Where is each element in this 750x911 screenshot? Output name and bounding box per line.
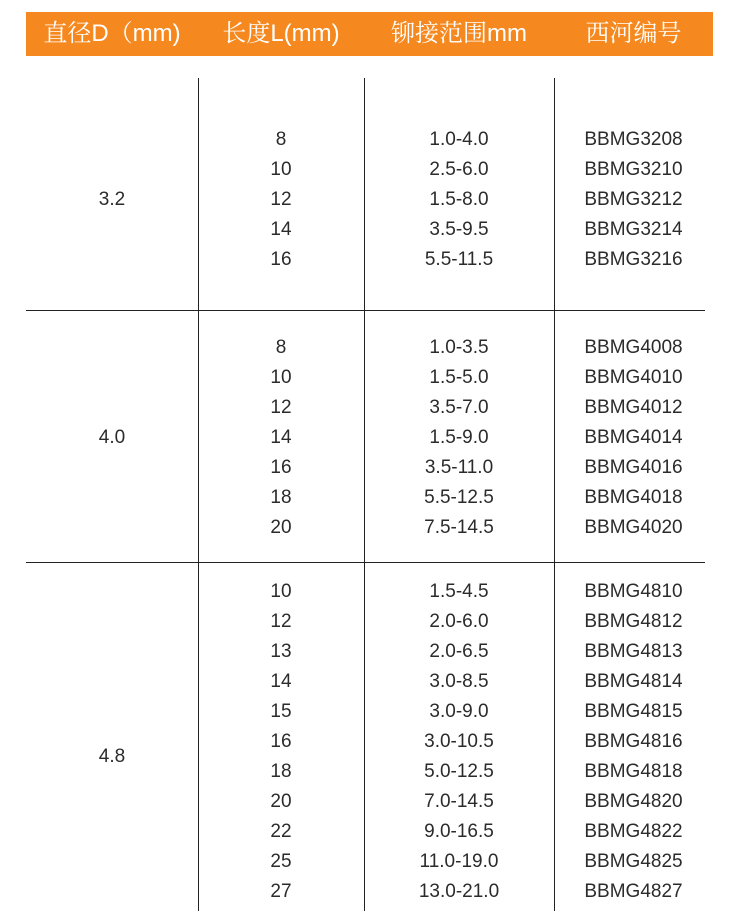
cell-length: 12 (270, 397, 292, 418)
cell-code: BBMG4820 (584, 791, 683, 812)
cell-range: 9.0-16.5 (424, 821, 494, 842)
cell-length: 10 (270, 367, 292, 388)
cell-range: 7.5-14.5 (424, 517, 494, 538)
cell-code: BBMG4815 (584, 701, 683, 722)
cell-code: BBMG4008 (584, 337, 683, 358)
cell-length: 14 (270, 219, 292, 240)
cell-range: 1.5-5.0 (429, 367, 489, 388)
cell-code: BBMG4814 (584, 671, 683, 692)
cell-length: 20 (270, 517, 292, 538)
cell-length: 20 (270, 791, 292, 812)
cell-length: 13 (270, 641, 292, 662)
cell-range: 2.0-6.0 (429, 611, 489, 632)
cell-code: BBMG4818 (584, 761, 683, 782)
cell-code: BBMG4812 (584, 611, 683, 632)
cell-length: 14 (270, 427, 292, 448)
cell-diameter: 4.8 (98, 746, 126, 767)
cell-length: 10 (270, 581, 292, 602)
cell-range: 11.0-19.0 (419, 851, 499, 872)
cell-code: BBMG4825 (584, 851, 683, 872)
cell-length: 27 (270, 881, 292, 902)
cell-code: BBMG4014 (584, 427, 683, 448)
cell-code: BBMG4020 (584, 517, 683, 538)
cell-range: 3.5-11.0 (424, 457, 494, 478)
cell-length: 22 (270, 821, 292, 842)
cell-range: 1.0-4.0 (429, 129, 489, 150)
header-code: 西河编号 (585, 20, 682, 47)
cell-length: 16 (270, 731, 292, 752)
cell-code: BBMG4018 (584, 487, 683, 508)
cell-range: 1.5-9.0 (429, 427, 489, 448)
table-header (26, 12, 713, 56)
cell-range: 1.5-4.5 (429, 581, 489, 602)
cell-length: 12 (270, 611, 292, 632)
cell-length: 18 (270, 761, 292, 782)
cell-length: 8 (275, 129, 287, 150)
cell-length: 8 (275, 337, 287, 358)
group-divider (26, 310, 705, 311)
group-divider (26, 562, 705, 563)
cell-range: 3.5-9.5 (429, 219, 489, 240)
cell-range: 3.0-9.0 (429, 701, 489, 722)
cell-code: BBMG4822 (584, 821, 683, 842)
cell-code: BBMG3216 (584, 249, 683, 270)
cell-code: BBMG3210 (584, 159, 683, 180)
cell-length: 25 (270, 851, 292, 872)
header-range: 铆接范围mm (391, 20, 527, 47)
header-diameter: 直径D（mm) (43, 20, 181, 47)
cell-range: 2.5-6.0 (429, 159, 489, 180)
cell-code: BBMG4010 (584, 367, 683, 388)
cell-range: 5.5-12.5 (424, 487, 494, 508)
cell-range: 1.5-8.0 (429, 189, 489, 210)
cell-length: 14 (270, 671, 292, 692)
cell-code: BBMG4816 (584, 731, 683, 752)
cell-code: BBMG3212 (584, 189, 683, 210)
cell-length: 10 (270, 159, 292, 180)
cell-length: 16 (270, 457, 292, 478)
cell-range: 3.5-7.0 (429, 397, 489, 418)
cell-range: 5.5-11.5 (424, 249, 494, 270)
cell-diameter: 4.0 (98, 427, 126, 448)
cell-length: 12 (270, 189, 292, 210)
cell-code: BBMG3214 (584, 219, 683, 240)
header-length: 长度L(mm) (222, 20, 340, 47)
cell-range: 3.0-10.5 (424, 731, 494, 752)
cell-range: 1.0-3.5 (429, 337, 489, 358)
cell-range: 7.0-14.5 (424, 791, 494, 812)
cell-code: BBMG4012 (584, 397, 683, 418)
cell-range: 3.0-8.5 (429, 671, 489, 692)
cell-range: 2.0-6.5 (429, 641, 489, 662)
cell-length: 18 (270, 487, 292, 508)
cell-code: BBMG4813 (584, 641, 683, 662)
cell-diameter: 3.2 (98, 189, 126, 210)
cell-code: BBMG4016 (584, 457, 683, 478)
cell-code: BBMG4827 (584, 881, 683, 902)
cell-range: 5.0-12.5 (424, 761, 494, 782)
cell-code: BBMG3208 (584, 129, 683, 150)
cell-range: 13.0-21.0 (418, 881, 500, 902)
cell-code: BBMG4810 (584, 581, 683, 602)
cell-length: 15 (270, 701, 292, 722)
cell-length: 16 (270, 249, 292, 270)
